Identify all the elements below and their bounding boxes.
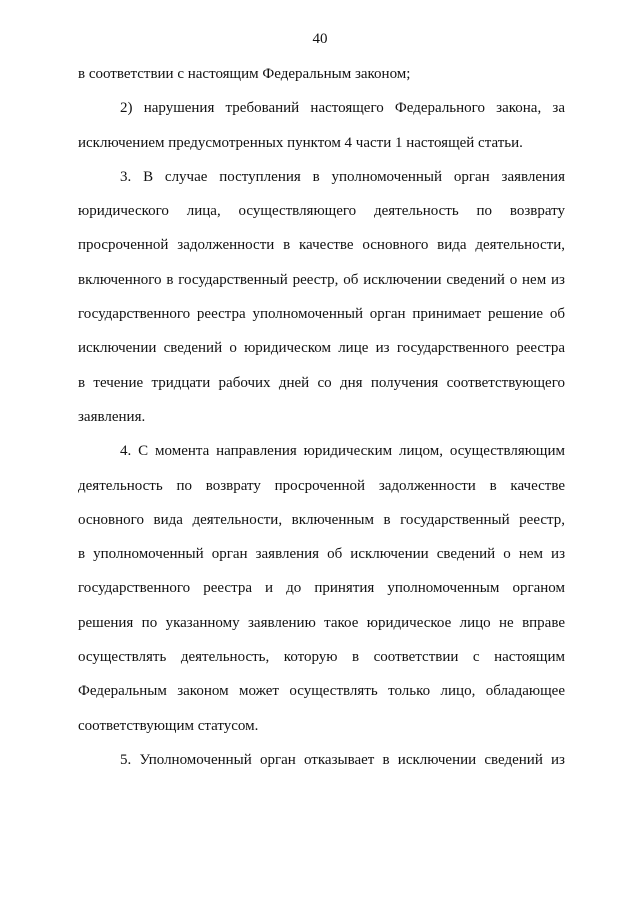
text-line: деятельность по возврату просроченной задолженности в качестве — [78, 477, 565, 494]
text-line: решения по указанному заявлению такое юридическое лицо не вправе — [78, 614, 565, 631]
text-line: соответствующим статусом. — [78, 717, 259, 734]
text-line: заявления. — [78, 408, 146, 425]
text-line: государственного реестра уполномоченный орган принимает решение об — [78, 306, 565, 323]
text-line: в течение тридцати рабочих дней со дня получения соответствующего — [78, 374, 565, 391]
text-line: 3. В случае поступления в уполномоченный орган заявления — [120, 168, 565, 185]
body-text — [78, 62, 565, 782]
text-line: 4. С момента направления юридическим лицом, осуществляющим — [120, 443, 565, 460]
text-line: исключением предусмотренных пунктом 4 части 1 настоящей статьи. — [78, 134, 523, 151]
text-line: осуществлять деятельность, которую в соответствии с настоящим — [78, 649, 565, 666]
text-line: государственного реестра и до принятия уполномоченным органом — [78, 580, 565, 597]
text-line: 5. Уполномоченный орган отказывает в исключении сведений из — [120, 751, 565, 768]
text-line: просроченной задолженности в качестве основного вида деятельности, — [78, 237, 565, 254]
text-line: в соответствии с настоящим Федеральным законом; — [78, 66, 411, 82]
text-line: в уполномоченный орган заявления об исключении сведений о нем из — [78, 546, 565, 563]
text-line: исключении сведений о юридическом лице из государственного реестра — [78, 340, 565, 357]
text-line: юридического лица, осуществляющего деятельность по возврату — [78, 203, 565, 220]
text-line: включенного в государственный реестр, об исключении сведений о нем из — [78, 271, 565, 288]
text-line: 2) нарушения требований настоящего Федерального закона, за — [120, 100, 565, 117]
page-number: 40 — [312, 31, 328, 47]
text-line: основного вида деятельности, включенным в государственный реестр, — [78, 511, 565, 528]
text-line: Федеральным законом может осуществлять только лицо, обладающее — [78, 683, 565, 700]
